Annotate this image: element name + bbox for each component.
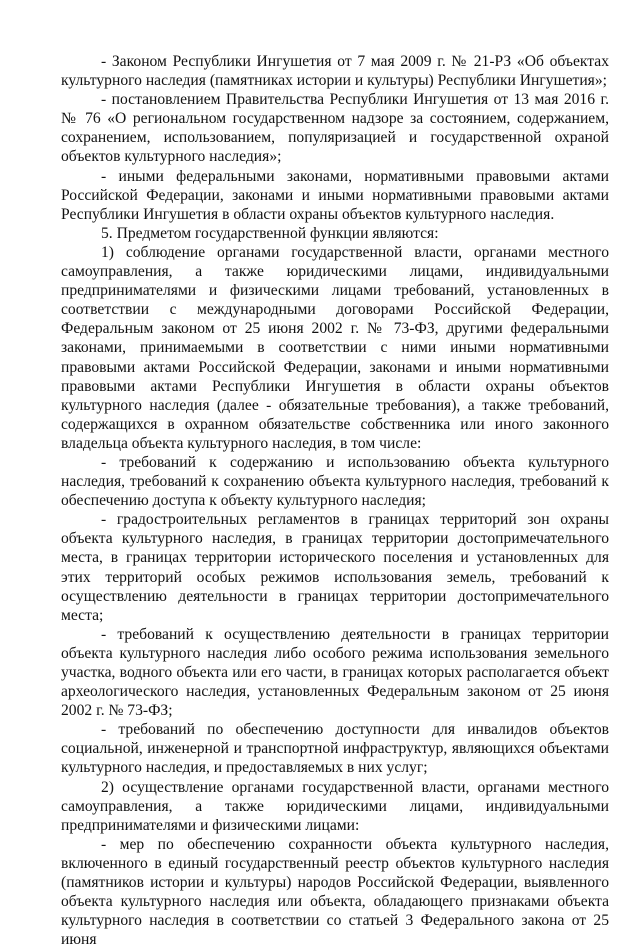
paragraph-maintenance-requirements: - требований к содержанию и использованию объекта культурного наследия, требований к сохранению объекта культурного наследия, требований к обеспечению доступа к объекту культурного наследия; bbox=[61, 453, 609, 510]
paragraph-preservation-measures: - мер по обеспечению сохранности объекта культурного наследия, включенного в единый государственный реестр объектов культурного наследия (памятников истории и культуры) народов Российской Федерации, выявленного объекта культурного наследия или объекта, обладающего признаками объекта культурного наследия в соответствии со статьей 3 Федерального закона от 25 июня bbox=[61, 835, 609, 949]
paragraph-accessibility-requirements: - требований по обеспечению доступности для инвалидов объектов социальной, инженерной и транспортной инфраструктур, являющихся объектами культурного наследия, и предоставляемых в них услуг; bbox=[61, 721, 609, 777]
paragraph-section-5-heading: 5. Предметом государственной функции являются: bbox=[101, 224, 439, 242]
paragraph-government-resolution-2016: - постановлением Правительства Республики Ингушетия от 13 мая 2016 г. № 76 «О региональном государственном надзоре за состоянием, содержанием, сохранением, использованием, популяризацией и государственной охраной объектов культурного наследия»; bbox=[61, 91, 609, 166]
paragraph-activity-requirements: - требований к осуществлению деятельности в границах территории объекта культурного наследия либо особого режима использования земельного участка, водного объекта или его части, в границах которых располагается объект археологического наследия, установленных Федеральным законом от 25 июня 2002 г. № 73-ФЗ; bbox=[61, 625, 609, 720]
document-page bbox=[61, 52, 609, 949]
paragraph-urban-planning-regulations: - градостроительных регламентов в границах территорий зон охраны объекта культурного наследия, в границах территории достопримечательного места, в границах территории исторического поселения и установленных для этих территорий особых режимов использования земель, требований к осуществлению деятельности в границах территории достопримечательного места; bbox=[61, 511, 609, 624]
paragraph-item-2-implementation: 2) осуществление органами государственной власти, органами местного самоуправления, а также юридическими лицами, индивидуальными предпринимателями и физическими лицами: bbox=[61, 778, 609, 834]
paragraph-item-1-compliance: 1) соблюдение органами государственной власти, органами местного самоуправления, а также юридическими лицами, индивидуальными предпринимателями и физическими лицами требований, установленных в соответствии с международными договорами Российской Федерации, Федеральным законом от 25 июня 2002 г. № 73-ФЗ, другими федеральными законами, принимаемыми в соответствии с ними иными нормативными правовыми актами Российской Федерации, законами и иными нормативными правовыми актами Республики Ингушетия в области охраны объектов культурного наследия (далее - обязательные требования), а также требований, содержащихся в охранном обязательстве собственника или иного законного владельца объекта культурного наследия, в том числе: bbox=[61, 243, 609, 452]
paragraph-law-ingushetia-2009: - Законом Республики Ингушетия от 7 мая 2009 г. № 21-РЗ «Об объектах культурного наследия (памятниках истории и культуры) Республики Ингушетия»; bbox=[61, 53, 609, 90]
paragraph-other-federal-laws: - иными федеральными законами, нормативными правовыми актами Российской Федерации, законами и иными нормативными правовыми актами Республики Ингушетия в области охраны объектов культурного наследия. bbox=[61, 167, 609, 223]
